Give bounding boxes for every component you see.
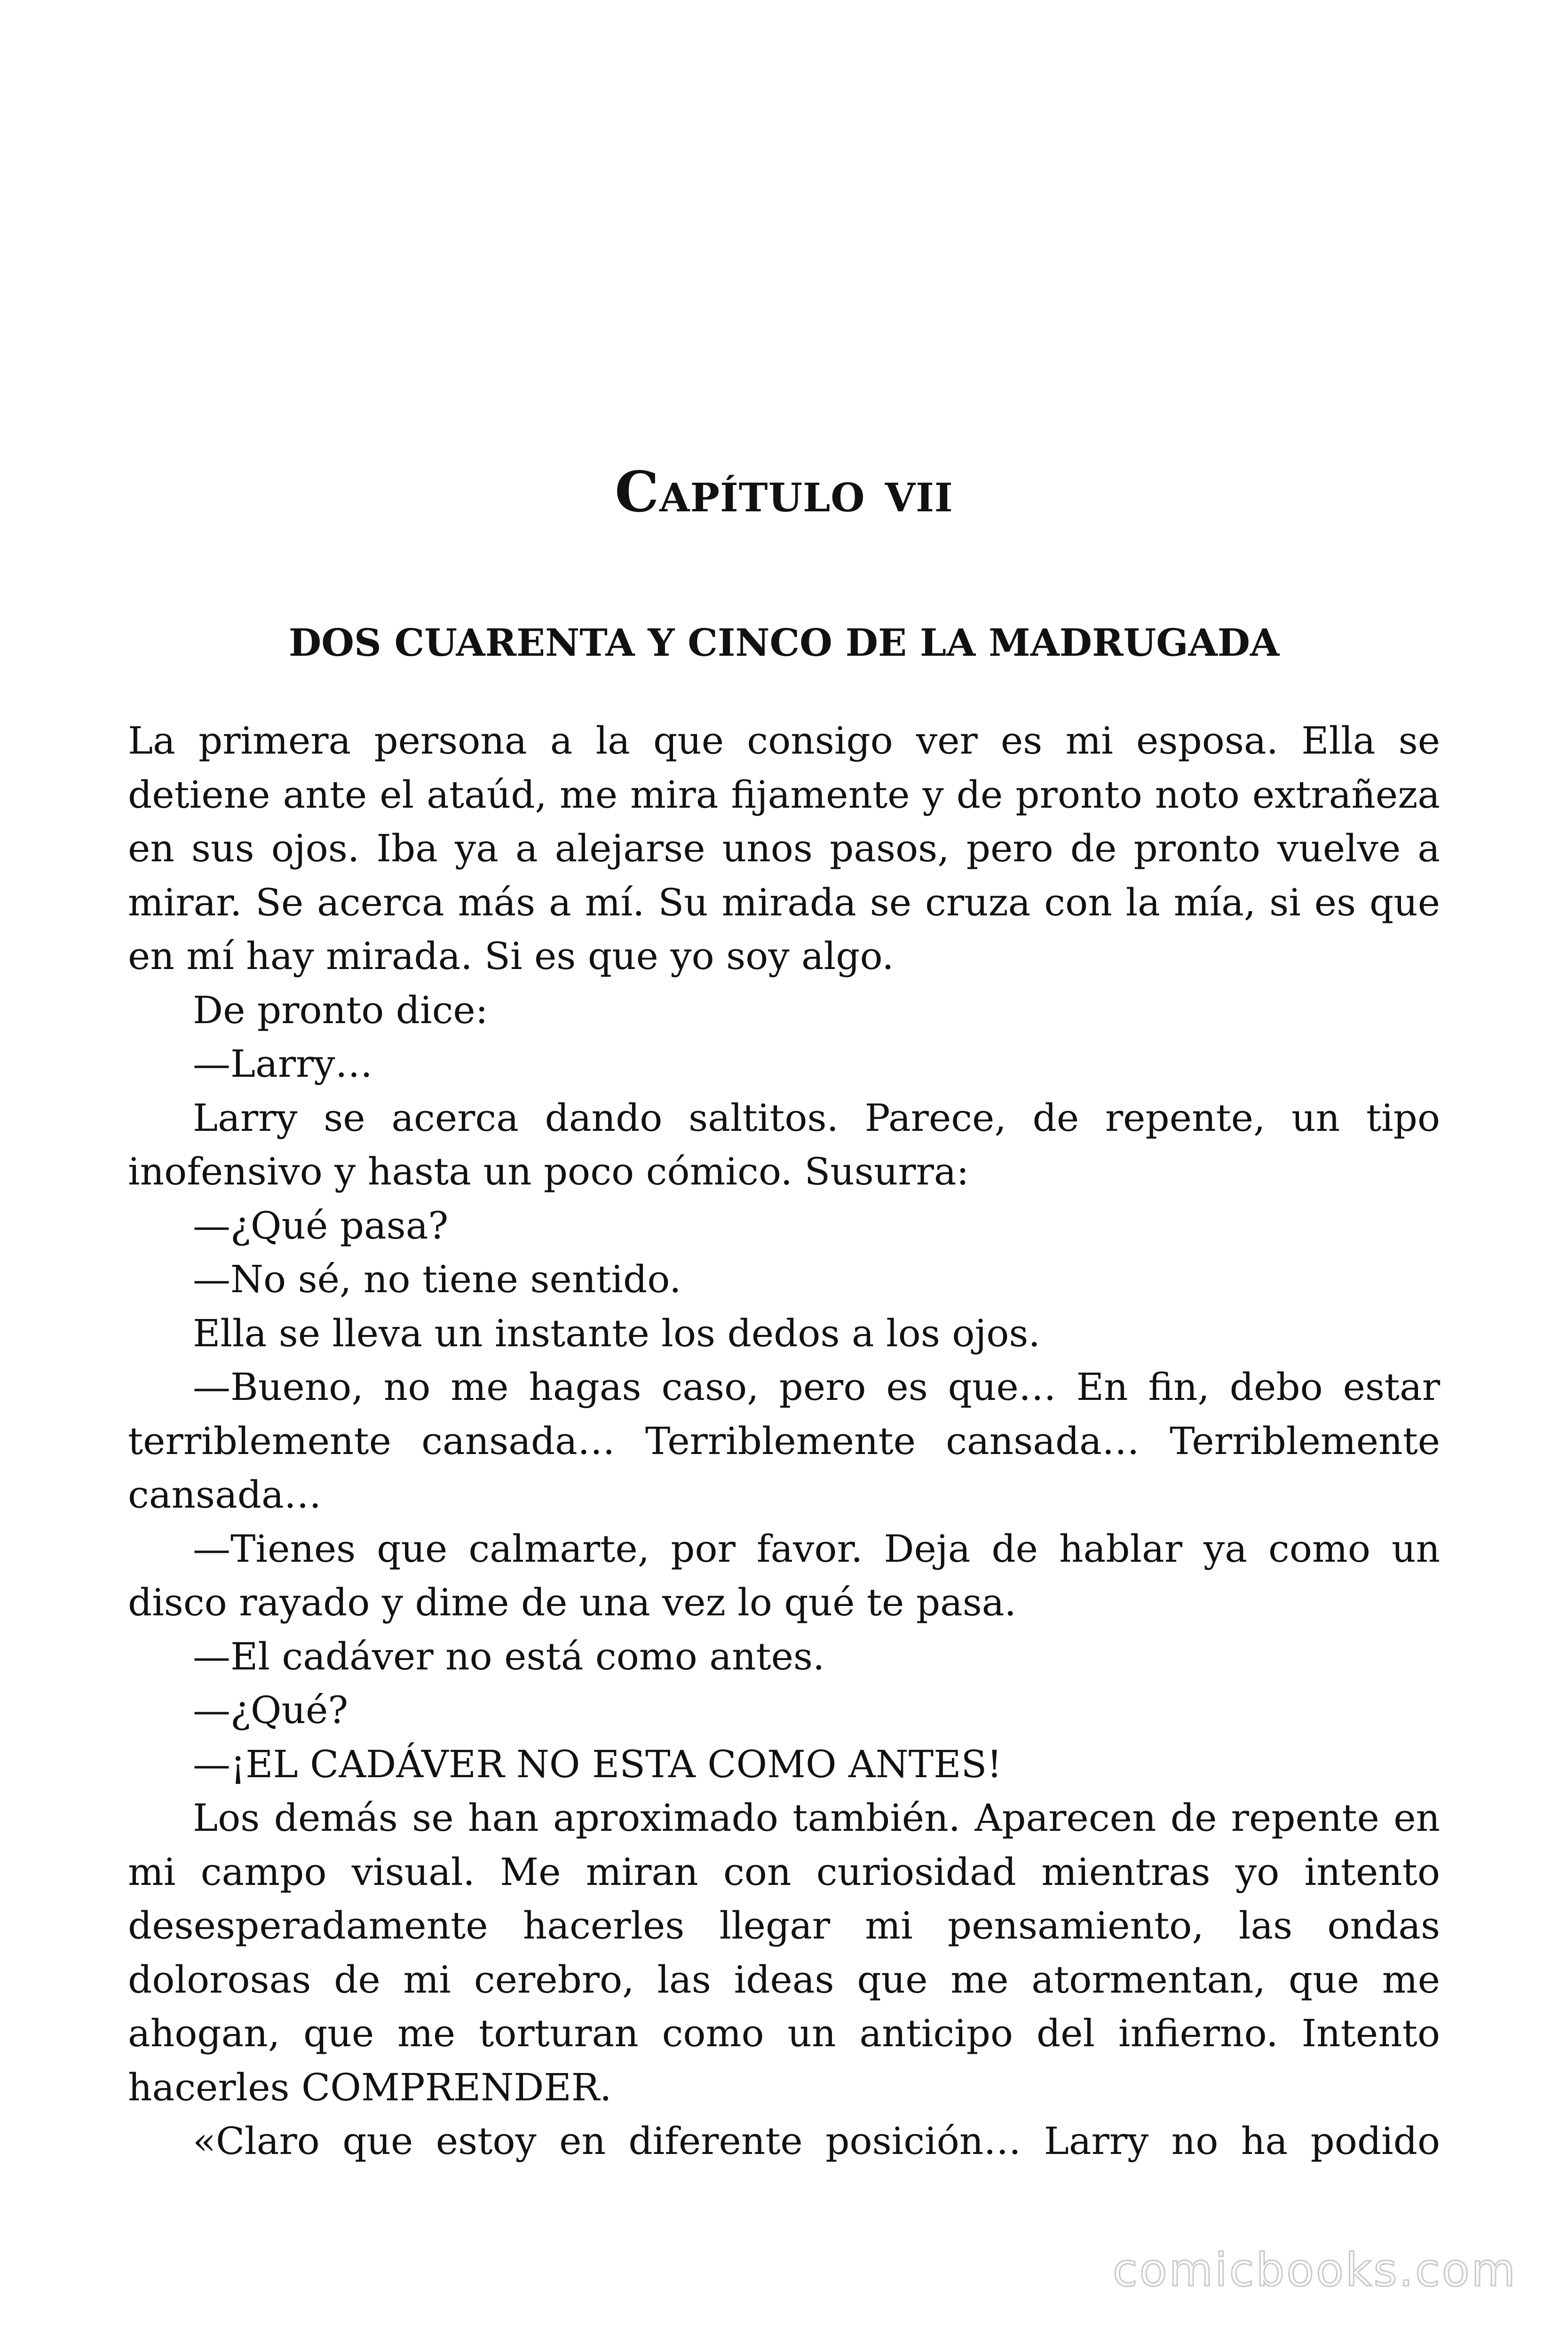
paragraph: —Bueno, no me hagas caso, pero es que… En fin, debo estar terriblemente cansada… Terriblemente cansada… Terriblemente cansada… — [128, 1365, 1440, 1517]
watermark: comicbooks.com — [1112, 2244, 1517, 2296]
paragraph: De pronto dice: — [193, 988, 488, 1032]
paragraph: —¿Qué pasa? — [193, 1203, 449, 1248]
chapter-subtitle: DOS CUARENTA Y CINCO DE LA MADRUGADA — [288, 620, 1280, 665]
paragraph: —El cadáver no está como antes. — [193, 1634, 825, 1678]
paragraph: —Larry… — [193, 1042, 373, 1086]
paragraph: Ella se lleva un instante los dedos a los ojos. — [193, 1311, 1040, 1355]
paragraph: —Tienes que calmarte, por favor. Deja de hablar ya como un disco rayado y dime de una vez lo qué te pasa. — [128, 1526, 1440, 1624]
paragraph: —¿Qué? — [193, 1688, 348, 1732]
chapter-title-initial: C — [615, 459, 660, 524]
paragraph: La primera persona a la que consigo ver es mi esposa. Ella se detiene ante el ataúd, me mira fijamente y de pronto noto extrañeza en sus ojos. Iba ya a alejarse unos pasos, pero de pronto vuelve a mirar. Se acerca más a mí. Su mirada se cruza con la mía, si es que en mí hay mirada. Si es que yo soy algo. — [128, 719, 1440, 978]
paragraph: —No sé, no tiene sentido. — [193, 1257, 681, 1301]
paragraph: «Claro que estoy en diferente posición… Larry no ha podido — [193, 2119, 1440, 2163]
paragraph: Larry se acerca dando saltitos. Parece, de repente, un tipo inofensivo y hasta un poco cómico. Susurra: — [128, 1096, 1440, 1193]
chapter-title — [0, 459, 1568, 525]
paragraph: Los demás se han aproximado también. Aparecen de repente en mi campo visual. Me miran con curiosidad mientras yo intento desesperadamente hacerles llegar mi pensamiento, las ondas dolorosas de mi cerebro, las ideas que me atormentan, que me ahogan, que me torturan como un anticipo del infierno. Intento hacerles COMPRENDER. — [128, 1796, 1440, 2109]
paragraph: —¡EL CADÁVER NO ESTA COMO ANTES! — [193, 1742, 1002, 1786]
body-text — [128, 714, 1440, 2169]
chapter-title-rest: apítulo vii — [659, 459, 953, 524]
